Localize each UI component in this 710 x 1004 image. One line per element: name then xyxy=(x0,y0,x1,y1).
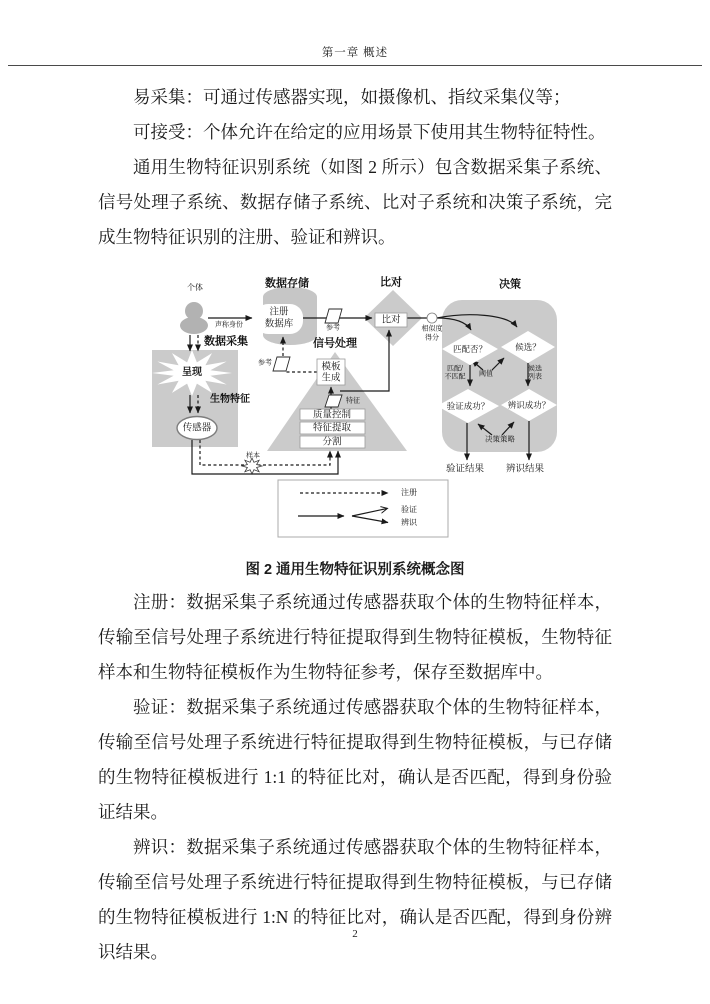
data-storage-title: 数据存储 xyxy=(265,277,309,290)
match-nonmatch-label-2: 不匹配 xyxy=(444,373,466,381)
presentation-label: 呈现 xyxy=(182,367,202,378)
quality-control-label: 质量控制 xyxy=(312,409,352,421)
feature-label: 特征 xyxy=(346,397,360,405)
legend-box xyxy=(278,480,448,537)
candidate-list-label-2: 列表 xyxy=(528,373,542,381)
reference-parallelogram-left xyxy=(273,357,290,371)
page-content xyxy=(98,80,612,970)
threshold-label: 阈值 xyxy=(479,370,493,378)
template-label-1: 模板 xyxy=(321,361,341,373)
candidate-list-label-1: 候选 xyxy=(528,365,542,373)
decision-policy-label: 决策策略 xyxy=(485,434,515,444)
person-icon xyxy=(180,302,208,334)
match-nonmatch-label-1: 匹配/ xyxy=(447,365,463,373)
figure-2-diagram xyxy=(145,267,585,548)
decision-title: 决策 xyxy=(499,278,521,291)
template-label-2: 生成 xyxy=(321,372,341,384)
paragraph-enrolment: 注册：数据采集子系统通过传感器获取个体的生物特征样本，传输至信号处理子系统进行特征提取得到生物特征模板，生物特征样本和生物特征模板作为生物特征参考，保存至数据库中。 xyxy=(98,592,612,682)
match-question-label: 匹配否？ xyxy=(452,343,488,354)
running-head: 第一章 概述 xyxy=(321,47,389,59)
reference-parallelogram-top xyxy=(325,309,342,323)
figure-caption: 图 2 通用生物特征识别系统概念图 xyxy=(245,562,465,578)
data-capture-title: 数据采集 xyxy=(204,335,248,348)
segmentation-label: 分割 xyxy=(322,436,342,448)
paragraph-collectable: 易采集：可通过传感器实现，如摄像机、指纹采集仪等； xyxy=(133,87,571,107)
paragraph-system-overview: 通用生物特征识别系统（如图 2 所示）包含数据采集子系统、信号处理子系统、数据存储子系统、比对子系统和决策子系统，完成生物特征识别的注册、验证和辨识。 xyxy=(98,157,612,247)
similarity-label-1: 相似度 xyxy=(421,325,443,333)
legend-verify-label: 验证 xyxy=(401,505,417,514)
signal-processing-title: 信号处理 xyxy=(313,337,357,350)
sample-starburst-icon xyxy=(242,458,262,474)
sample-label: 样本 xyxy=(246,452,260,460)
legend-enrol-label: 注册 xyxy=(401,488,417,497)
similarity-label-2: 得分 xyxy=(425,334,439,342)
verify-success-label: 验证成功？ xyxy=(446,400,490,411)
paragraph-verification: 验证：数据采集子系统通过传感器获取个体的生物特征样本，传输至信号处理子系统进行特征提取得到生物特征模板，与已存储的生物特征模板进行 1:1 的特征比对，确认是否匹配，得到身份验证结果。 xyxy=(98,697,612,822)
sensor-label: 传感器 xyxy=(182,422,212,434)
identify-result-label: 辨识结果 xyxy=(505,463,545,475)
claim-identity-label: 声称身份 xyxy=(215,321,243,329)
enrol-db-label-1: 注册 xyxy=(269,306,289,318)
identify-success-label: 辨识成功？ xyxy=(507,399,551,410)
verify-result-label: 验证结果 xyxy=(445,463,485,475)
comparison-title: 比对 xyxy=(380,276,402,289)
paragraph-identification: 辨识：数据采集子系统通过传感器获取个体的生物特征样本，传输至信号处理子系统进行特征提取得到生物特征模板，与已存储的生物特征模板进行 1:N 的特征比对，确认是否匹配，得到身份辨识结果。 xyxy=(98,837,612,962)
candidate-question-label: 候选？ xyxy=(515,341,541,352)
paragraph-acceptable: 可接受：个体允许在给定的应用场景下使用其生物特征特性。 xyxy=(133,122,606,142)
enrol-db-label-2: 数据库 xyxy=(264,318,294,330)
legend-identify-label: 辨识 xyxy=(401,518,417,527)
page-number: 2 xyxy=(352,928,358,940)
header-rule xyxy=(8,65,702,66)
reference-top-label: 参考 xyxy=(326,324,340,332)
feature-extraction-label: 特征提取 xyxy=(312,422,352,434)
biometric-trait-label: 生物特征 xyxy=(210,394,250,405)
similarity-connector-circle xyxy=(427,313,437,323)
individual-label: 个体 xyxy=(187,283,203,292)
reference-left-label: 参考 xyxy=(258,359,272,367)
compare-box-label: 比对 xyxy=(381,314,401,326)
